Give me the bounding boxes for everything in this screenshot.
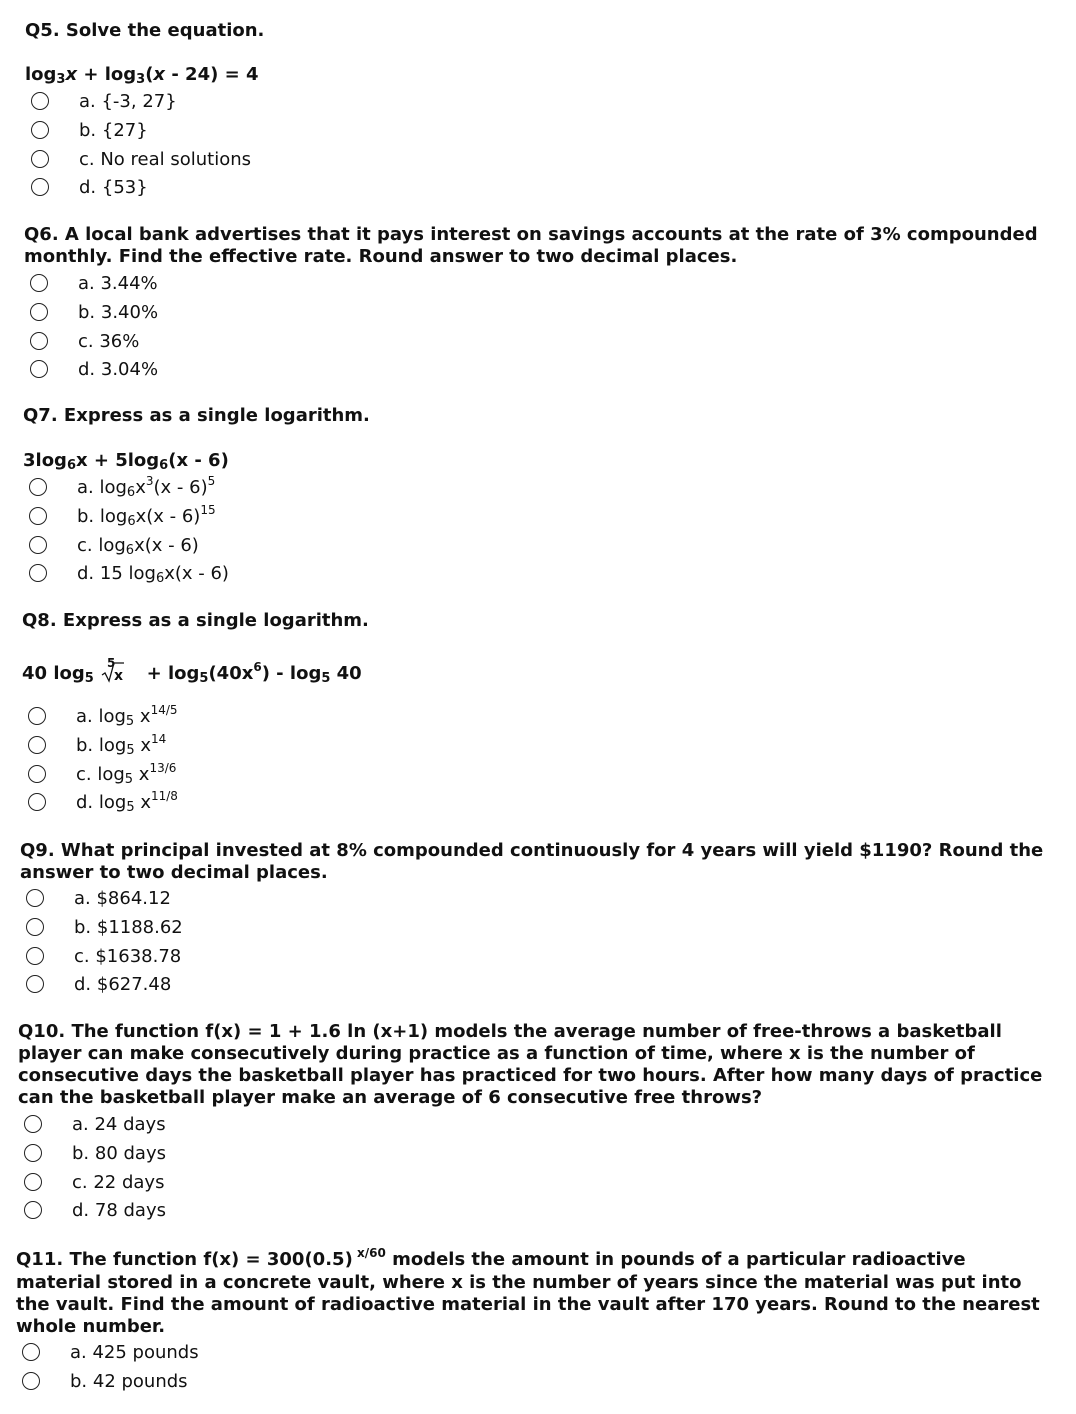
option-label: a. 425 pounds [70, 1342, 199, 1363]
radio-button[interactable] [26, 975, 44, 993]
radio-button[interactable] [28, 707, 46, 725]
radio-button[interactable] [28, 793, 46, 811]
option-label: c. $\log_6x(x - 6)$ [77, 534, 199, 558]
radio-button[interactable] [24, 1144, 42, 1162]
option-label: c. 22 days [72, 1171, 165, 1193]
radio-button[interactable] [29, 478, 47, 496]
option-label: d. $627.48 [74, 974, 172, 996]
radio-button[interactable] [31, 92, 49, 110]
option-label: c. $\log_5 x^{13/6}$ [76, 760, 177, 787]
question-equation: $\log_3x + \log_3(x - 24) = 4$ [25, 64, 259, 87]
radio-button[interactable] [24, 1173, 42, 1191]
option-label: b. {27} [79, 119, 148, 141]
option-label: c. No real solutions [79, 148, 252, 170]
option-label: d. 15 $\log_6x(x - 6)$ [77, 563, 229, 587]
question-q11 [16, 1246, 1056, 1338]
question-q7 [23, 405, 1063, 427]
question-q10 [18, 1021, 1058, 1109]
option-label: b. $\log_5 x^{14}$ [76, 731, 167, 758]
radio-button[interactable] [24, 1115, 42, 1133]
svg-text:x: x [114, 668, 124, 683]
question-equation: 40 $\log_5$ 5 x + $\log_5(40x^6) - \log_5 40$ [22, 657, 362, 686]
question-q5 [25, 20, 1065, 42]
fifth-root-symbol [100, 657, 134, 685]
question-prompt: Q11. The function f(x) = 300(0.5) $^{x/60}$ models the amount in pounds of a particular radioactive material stored in a concrete vault, where x is the number of years since the material was put into the vault. Find the amount of radioactive material in the vault after 170 years. Round to the nearest whole number. [16, 1246, 1040, 1337]
question-q6 [24, 224, 1064, 268]
question-equation: $3\log_6x + 5\log_6(x - 6)$ [23, 450, 229, 473]
question-q8 [22, 610, 1062, 632]
question-prompt: Q6. A local bank advertises that it pays interest on savings accounts at the rate of 3% compounded monthly. Find the effective rate. Round answer to two decimal places. [24, 224, 1038, 267]
radio-button[interactable] [31, 121, 49, 139]
radio-button[interactable] [30, 303, 48, 321]
radio-button[interactable] [29, 564, 47, 582]
svg-text:5: 5 [107, 657, 116, 670]
radio-button[interactable] [22, 1372, 40, 1390]
radio-button[interactable] [28, 765, 46, 783]
option-label: b. 3.40% [78, 301, 159, 323]
question-prompt: Q8. Express as a single logarithm. [22, 610, 369, 631]
option-label: b. 80 days [72, 1142, 166, 1164]
radio-button[interactable] [29, 536, 47, 554]
option-label: d. $\log_5 x^{11/8}$ [76, 789, 178, 816]
radio-button[interactable] [30, 360, 48, 378]
radio-button[interactable] [26, 918, 44, 936]
radio-button[interactable] [30, 332, 48, 350]
question-prompt: Q5. Solve the equation. [25, 20, 265, 41]
option-label: a. 3.44% [78, 273, 158, 294]
option-label: d. {53} [79, 177, 148, 199]
option-label: b. 42 pounds [70, 1370, 188, 1392]
radio-button[interactable] [28, 736, 46, 754]
radio-button[interactable] [24, 1201, 42, 1219]
radio-button[interactable] [29, 507, 47, 525]
option-label: c. 36% [78, 330, 140, 352]
question-prompt: Q9. What principal invested at 8% compounded continuously for 4 years will yield $1190? Round the answer to two decimal places. [20, 840, 1044, 883]
option-label: d. 78 days [72, 1200, 166, 1222]
option-label: b. $1188.62 [74, 916, 183, 938]
radio-button[interactable] [31, 178, 49, 196]
radio-button[interactable] [26, 889, 44, 907]
question-prompt: Q7. Express as a single logarithm. [23, 405, 370, 426]
option-label: a. $864.12 [74, 888, 171, 909]
question-prompt: Q10. The function f(x) = 1 + 1.6 ln (x+1) models the average number of free-throws a basketball player can make consecutively during practice as a function of time, where x is the number of consecutive days the basketball player has practiced for two hours. After how many days of practice can the basketball player make an average of 6 consecutive free throws? [18, 1021, 1043, 1108]
option-label: a. $\log_5 x^{14/5}$ [76, 703, 178, 729]
question-q9 [20, 840, 1060, 884]
option-label: a. {-3, 27} [79, 91, 177, 112]
option-label: a. 24 days [72, 1114, 166, 1135]
option-label: a. $\log_6x^3(x - 6)^5$ [77, 474, 216, 500]
option-label: d. 3.04% [78, 359, 159, 381]
radio-button[interactable] [26, 947, 44, 965]
option-label: c. $1638.78 [74, 945, 182, 967]
radio-button[interactable] [30, 274, 48, 292]
radio-button[interactable] [31, 150, 49, 168]
radio-button[interactable] [22, 1343, 40, 1361]
option-label: b. $\log_6x(x - 6)^{15}$ [77, 502, 216, 529]
